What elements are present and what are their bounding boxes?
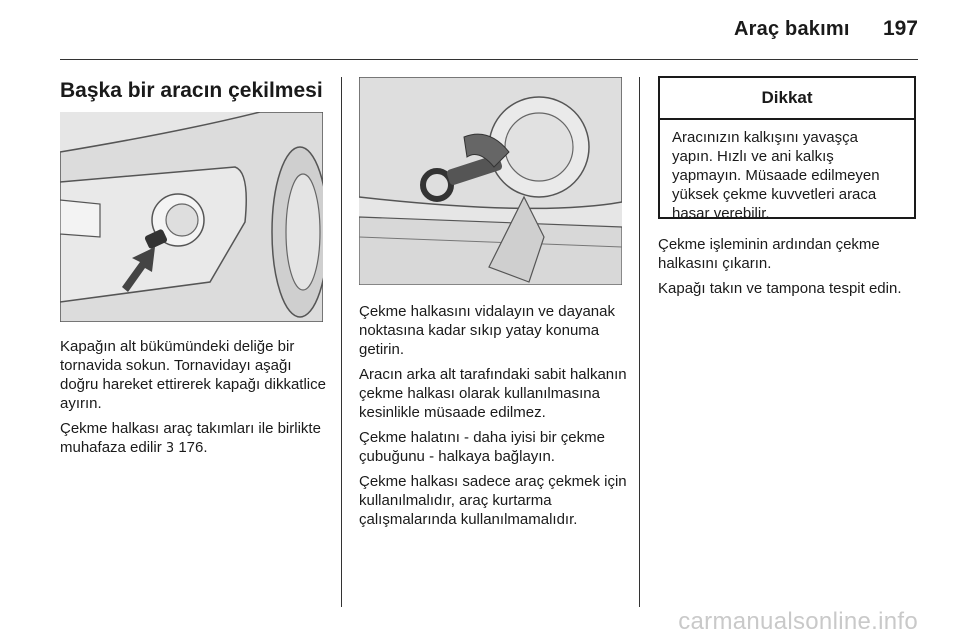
header-divider (60, 59, 918, 60)
watermark: carmanualsonline.info (678, 608, 918, 635)
crossref-page-link[interactable]: 176. (178, 439, 208, 456)
notice-title: Dikkat (660, 78, 914, 120)
column-divider-2 (639, 77, 640, 607)
column1-paragraph-2-text: Çekme halkası araç takımları ile birlikte muhafaza edilir (60, 420, 321, 456)
tow-eye-installed-icon (359, 77, 622, 285)
column2-paragraph-1: Çekme halkasını vidalayın ve dayanak noktasına kadar sıkıp yatay konuma getirin. (359, 303, 615, 358)
page-header-title: Araç bakımı (734, 18, 850, 40)
column2-paragraph-2: Aracın arka alt tarafındaki sabit halkanın çekme halkası olarak kullanılmasına kesinlikle müsaade edilmez. (359, 366, 627, 421)
column1-paragraph-2 (60, 419, 328, 458)
column-divider-1 (341, 77, 342, 607)
figure-tow-eye (359, 77, 622, 285)
column3-text (658, 235, 920, 304)
column2-text (359, 302, 631, 535)
notice-body: Aracınızın kalkışını yavaşça yapın. Hızlı ve ani kalkış yapmayın. Müsaade edilmeyen yüksek çekme kuvvetleri araca hasar verebilir. (672, 129, 880, 222)
column3-paragraph-1: Çekme işleminin ardından çekme halkasını çıkarın. (658, 236, 880, 272)
caution-notice-box (658, 76, 916, 222)
column2-paragraph-4: Çekme halkası sadece araç çekmek için kullanılmalıdır, araç kurtarma çalışmalarında kullanılmamalıdır. (359, 473, 627, 528)
figure-bumper-cover (60, 112, 323, 322)
column1-text (60, 337, 328, 464)
column2-paragraph-3: Çekme halatını - daha iyisi bir çekme çubuğunu - halkaya bağlayın. (359, 429, 605, 465)
page-number: 197 (882, 17, 918, 40)
section-title: Başka bir aracın çekilmesi (60, 79, 323, 102)
column3-paragraph-2: Kapağı takın ve tampona tespit edin. (658, 280, 902, 297)
column1-paragraph-1: Kapağın alt bükümündeki deliğe bir tornavida sokun. Tornavidayı aşağı doğru hareket ettirerek kapağı dikkatlice ayırın. (60, 338, 326, 412)
bumper-hook-cover-icon (60, 112, 323, 322)
crossref-arrow-icon: 3 (165, 441, 175, 456)
